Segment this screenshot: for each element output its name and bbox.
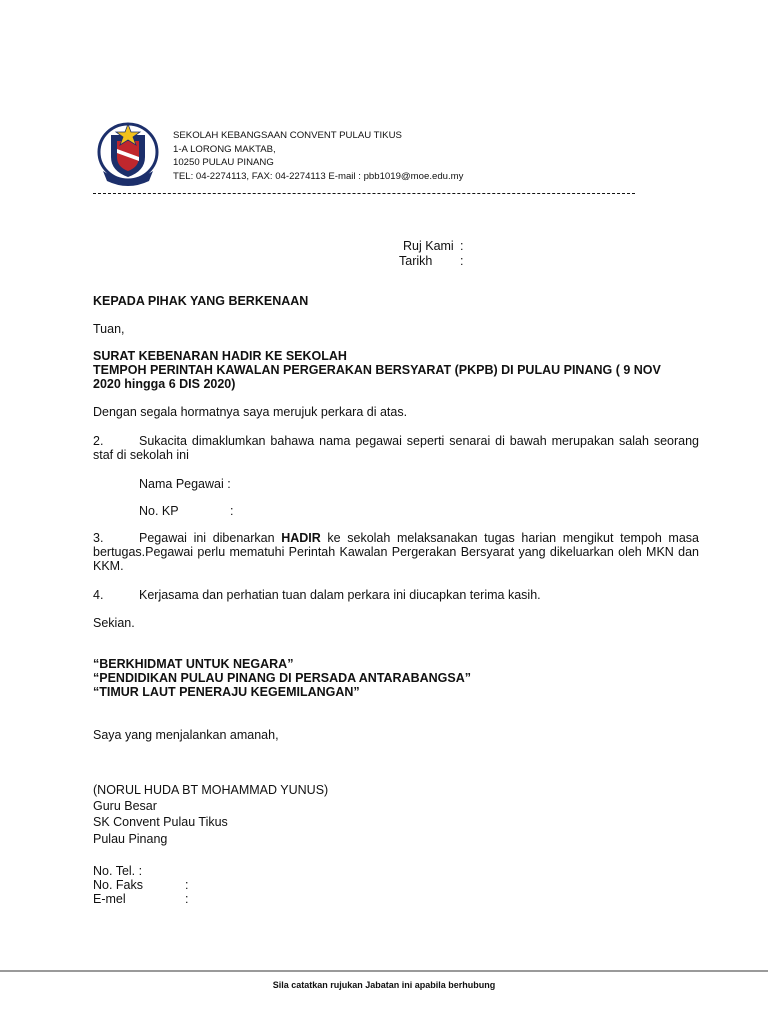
ic-number-label: No. KP <box>139 504 179 518</box>
motto-1: “BERKHIDMAT UNTUK NEGARA” <box>93 657 294 671</box>
closing: Sekian. <box>93 616 135 630</box>
address-line-2: 10250 PULAU PINANG <box>173 157 274 169</box>
signatory-name: (NORUL HUDA BT MOHAMMAD YUNUS) <box>93 783 329 797</box>
email-separator: : <box>185 892 189 906</box>
school-crest-icon <box>97 121 159 187</box>
paragraph-4-text: Kerjasama dan perhatian tuan dalam perkara ini diucapkan terima kasih. <box>139 588 541 602</box>
date-label: Tarikh <box>399 254 433 268</box>
ref-label: Ruj Kami <box>403 239 454 253</box>
motto-2: “PENDIDIKAN PULAU PINANG DI PERSADA ANTARABANGSA” <box>93 671 472 685</box>
paragraph-3-text <box>93 531 699 573</box>
subject-line-2: TEMPOH PERINTAH KAWALAN PERGERAKAN BERSYARAT (PKPB) DI PULAU PINANG ( 9 NOV <box>93 363 661 377</box>
contact-line: TEL: 04-2274113, FAX: 04-2274113 E-mail : pbb1019@moe.edu.my <box>173 170 464 182</box>
signatory-school: SK Convent Pulau Tikus <box>93 815 228 829</box>
salutation: Tuan, <box>93 322 125 336</box>
officer-name-label: Nama Pegawai : <box>139 477 231 491</box>
paragraph-3-text-end: ke sekolah melaksanakan tugas harian mengikut tempoh masa bertugas.Pegawai perlu mematuhi Perintah Kawalan Pergerakan Bersyarat yang dikeluarkan oleh MKN dan KKM. <box>93 531 699 573</box>
addressee: KEPADA PIHAK YANG BERKENAAN <box>93 294 309 308</box>
fax-separator: : <box>185 878 189 892</box>
ref-separator: : <box>460 239 464 253</box>
date-separator: : <box>460 254 464 268</box>
letterhead-divider <box>93 193 635 194</box>
footer-note: Sila catatkan rujukan Jabatan ini apabila berhubung <box>272 980 496 990</box>
school-address-block <box>173 129 463 183</box>
fax-label: No. Faks <box>93 878 144 892</box>
tel-label: No. Tel. : <box>93 864 143 878</box>
address-line-1: 1-A LORONG MAKTAB, <box>173 143 276 155</box>
intro-paragraph: Dengan segala hormatnya saya merujuk perkara di atas. <box>93 405 408 419</box>
motto-3: “TIMUR LAUT PENERAJU KEGEMILANGAN” <box>93 685 360 699</box>
trust-line: Saya yang menjalankan amanah, <box>93 728 279 742</box>
signatory-title: Guru Besar <box>93 799 157 813</box>
footer-divider <box>0 970 768 972</box>
email-label: E-mel <box>93 892 126 906</box>
ic-number-separator: : <box>230 504 234 518</box>
signatory-state: Pulau Pinang <box>93 832 168 846</box>
subject-line-1: SURAT KEBENARAN HADIR KE SEKOLAH <box>93 349 347 363</box>
school-name: SEKOLAH KEBANGSAAN CONVENT PULAU TIKUS <box>173 130 402 141</box>
paragraph-3-emphasis: HADIR <box>281 531 321 545</box>
paragraph-3-text-start: Pegawai ini dibenarkan <box>139 531 282 545</box>
paragraph-2-text: Sukacita dimaklumkan bahawa nama pegawai seperti senarai di bawah merupakan salah seorang staf di sekolah ini <box>93 434 699 462</box>
paragraph-4-number: 4. <box>93 588 104 602</box>
paragraph-2-number: 2. <box>93 434 104 448</box>
paragraph-3-number: 3. <box>93 531 104 545</box>
subject-line-3: 2020 hingga 6 DIS 2020) <box>93 377 236 391</box>
